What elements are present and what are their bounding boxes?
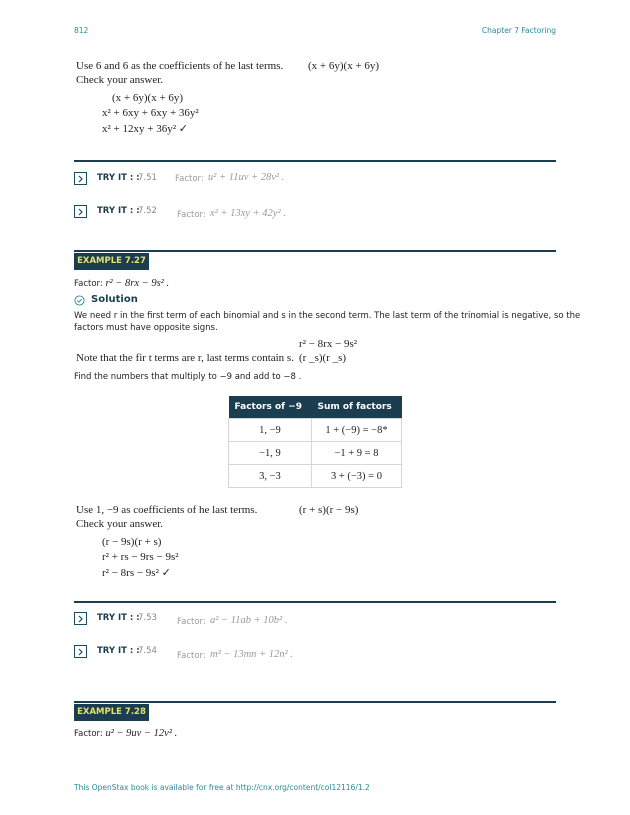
expand-chevron-icon[interactable] bbox=[74, 612, 87, 625]
check-step-2: r² + rs − 9rs − 9s² bbox=[102, 551, 179, 563]
try-it-factor-label: Factor: bbox=[177, 617, 206, 627]
try-it-7-54 bbox=[74, 645, 556, 661]
solution-label: Solution bbox=[91, 294, 138, 305]
example-7-28-label: EXAMPLE 7.28 bbox=[74, 704, 149, 721]
section-divider bbox=[74, 701, 556, 703]
try-it-label: TRY IT : : bbox=[97, 206, 140, 216]
try-it-number: 7.54 bbox=[138, 646, 157, 656]
try-it-label: TRY IT : : bbox=[97, 613, 140, 623]
solution-paragraph-line-1: We need r in the first term of each binomial and s in the second term. The last term of the trinomial is negative, so the bbox=[74, 311, 581, 321]
section-divider bbox=[74, 250, 556, 252]
table-cell: 3 + (−3) = 0 bbox=[311, 465, 401, 488]
example-expression: r² − 8rx − 9s² . bbox=[105, 278, 170, 289]
try-it-label: TRY IT : : bbox=[97, 646, 140, 656]
solution-paragraph-line-2: factors must have opposite signs. bbox=[74, 323, 218, 333]
note-factors: (r _s)(r _s) bbox=[299, 352, 347, 364]
page-number: 812 bbox=[74, 26, 89, 35]
try-it-expression: a² − 11ab + 10b² . bbox=[210, 615, 288, 626]
table-cell: −1, 9 bbox=[229, 442, 312, 465]
try-it-expression: u² + 11uv + 28v² . bbox=[208, 172, 285, 183]
try-it-expression: x² + 13xy + 42y² . bbox=[210, 208, 286, 219]
try-it-label: TRY IT : : bbox=[97, 173, 140, 183]
trinomial: r² − 8rx − 9s² bbox=[299, 338, 358, 350]
expand-chevron-icon[interactable] bbox=[74, 645, 87, 658]
example-expression: u² − 9uv − 12v² . bbox=[105, 728, 178, 739]
check-step-2: x² + 6xy + 6xy + 36y² bbox=[102, 107, 199, 119]
table-cell: −1 + 9 = 8 bbox=[311, 442, 401, 465]
table-cell: 3, −3 bbox=[229, 465, 312, 488]
table-row bbox=[229, 442, 402, 465]
check-answer: Check your answer. bbox=[76, 74, 164, 86]
example-factor-line bbox=[74, 278, 169, 289]
note-line: Note that the fir t terms are r, last terms contain s. bbox=[76, 352, 294, 364]
table-cell: 1 + (−9) = −8* bbox=[311, 419, 401, 442]
table-header: Sum of factors bbox=[311, 396, 401, 419]
try-it-number: 7.51 bbox=[138, 173, 157, 183]
example-7-27-label: EXAMPLE 7.27 bbox=[74, 253, 149, 270]
checkmark-icon: ✓ bbox=[178, 122, 188, 135]
expand-chevron-icon[interactable] bbox=[74, 205, 87, 218]
check-step-1: (r − 9s)(r + s) bbox=[102, 536, 162, 548]
check-step-3: x² + 12xy + 36y² ✓ bbox=[102, 122, 188, 135]
table-cell: 1, −9 bbox=[229, 419, 312, 442]
table-row bbox=[229, 465, 402, 488]
check-answer: Check your answer. bbox=[76, 518, 164, 530]
use-coefficients-line: Use 6 and 6 as the coefficients of he last terms. bbox=[76, 60, 284, 72]
try-it-factor-label: Factor: bbox=[175, 174, 204, 184]
find-numbers-line: Find the numbers that multiply to −9 and add to −8 . bbox=[74, 372, 302, 382]
try-it-number: 7.53 bbox=[138, 613, 157, 623]
factor-label: Factor: bbox=[74, 279, 103, 289]
factor-label: Factor: bbox=[74, 729, 103, 739]
try-it-7-52 bbox=[74, 205, 556, 221]
example-factor-line bbox=[74, 728, 177, 739]
table-header-row bbox=[229, 396, 402, 419]
use-coefficients-line: Use 1, −9 as coefficients of he last terms. bbox=[76, 504, 258, 516]
section-divider bbox=[74, 160, 556, 162]
try-it-7-53 bbox=[74, 612, 556, 628]
check-step-1: (x + 6y)(x + 6y) bbox=[112, 92, 184, 104]
expand-chevron-icon[interactable] bbox=[74, 172, 87, 185]
factors-table bbox=[228, 396, 402, 488]
section-divider bbox=[74, 601, 556, 603]
try-it-expression: m² − 13mn + 12n² . bbox=[210, 649, 293, 660]
try-it-7-51 bbox=[74, 172, 556, 188]
use-factors: (r + s)(r − 9s) bbox=[299, 504, 359, 516]
checkmark-icon: ✓ bbox=[161, 566, 171, 579]
chapter-title: Chapter 7 Factoring bbox=[481, 26, 556, 35]
use-factors: (x + 6y)(x + 6y) bbox=[308, 60, 380, 72]
footer-link[interactable]: This OpenStax book is available for free at http://cnx.org/content/col12116/1.2 bbox=[74, 783, 370, 792]
try-it-factor-label: Factor: bbox=[177, 210, 206, 220]
table-header: Factors of −9 bbox=[229, 396, 312, 419]
try-it-number: 7.52 bbox=[138, 206, 157, 216]
table-row bbox=[229, 419, 402, 442]
try-it-factor-label: Factor: bbox=[177, 651, 206, 661]
check-step-3: r² − 8rs − 9s² ✓ bbox=[102, 566, 171, 579]
solution-check-icon bbox=[74, 295, 85, 306]
